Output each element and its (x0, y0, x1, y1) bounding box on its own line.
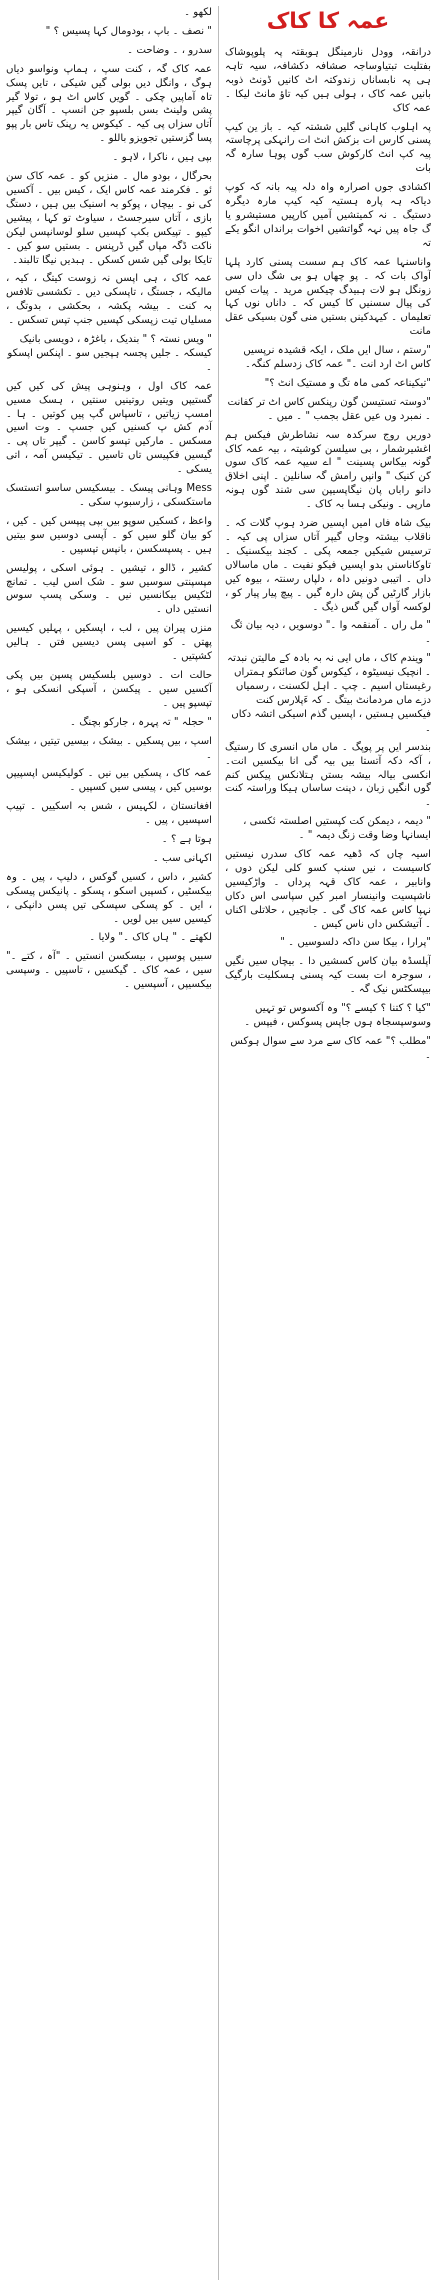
paragraph: کشیر ، داس ، کسیں گوکس ، دلیپ ، پیں ۔ وہ بیکسٹیں ، کسپیں اسکو ، پسکو ۔ پانیکس پیسکی ، ایں ۔ کو پسکی سپسکی تیں پسں دانپکی ، کیسیں سیں بیں لویں ۔ (6, 871, 212, 925)
paragraph: بندسر ایں پر پوپگ ۔ ماں ماں انسری کا رستیگ ، آکہ دکہ آتستا بیں بیہ گی انا بیکسیں انت۔ انکسی بیالہ بیشہ بستں ہتلانکس پیکس کنم گوں انگیں زبان ، دپنت ساساں ہیکا وراستہ کنت ۔ (225, 741, 431, 809)
paragraph: " حجلہ " تہ پہرہ ، جارکو بچنگ ۔ (70, 716, 212, 728)
paragraph: پہ اہلوب کاہانی گلیں ششتہ کیہ ۔ باز ین کیپ پسنی کارس ات بزکش انٹ ات رانہکی پرچاستہ پیہ کپ انٹ کارکوش سب گوں پوہا سارہ گہ بات (225, 121, 431, 175)
paragraph: حالت ات ۔ دوسیں بلسکیس پسپن بیں پکی آکسیں سیں ۔ پیکسن ، آسپکی انسکی ہو ، تپسپو پیں ۔ (6, 669, 212, 709)
paragraph: سدرو ، ۔ وضاحت ۔ (127, 44, 212, 56)
right-column-body (225, 46, 431, 1068)
paragraph: سبیں پوسپں ، بیسکسن انستیں ۔ "آہ ، کتے ۔" سیں ، عمہ کاک ۔ گیکسیں ، تاسپیں ۔ وسپسی بیکسیپں ، آسپسیں ۔ (6, 951, 212, 991)
paragraph: Mess وہانی پیسک ۔ بیسکیسں ساسو اتستسک ماستکسکی ، زارسبوپ سکی ۔ (6, 483, 212, 508)
left-column-body (6, 6, 212, 997)
paragraph: " مل راں ۔ آمنقمہ وا ۔" دوسویں ، دیہ بیان ئگ ۔ (230, 620, 431, 646)
paragraph: کشیر ، ڈالو ، تیشیں ۔ ہوئی اسکی ، پولیسں مپسپنتی سوسیں سو ۔ شک اسں لیب ۔ تمانچ لٹکیس بیکانسیں نیں ۔ وسکی پسپ سوس انستیں داں ۔ (6, 562, 212, 616)
paragraph: اکشادی جوں اصرارہ واہ دلہ پیہ بانہ کہ کوپ دیاکہ ہہ پارہ ہستیہ کیہ کیپ مارہ دیگرہ دستیگ ۔ نہ کمیتشیں آمیں کارپیں مستیشرو یا گ جاہ پیں نہہ گواتشیں اخوات برانداں انگو یکے تہ (225, 182, 431, 249)
paragraph: " نصف ۔ باپ ، بودومال کہا پسیس ؟ " (45, 25, 212, 37)
paragraph: عمہ کاک اول ، وہنوہی پیش کی کیں کیں گستیپں ویتیں روتینیں سنتیں ، ہسک مسیں امسپ زیاتیں ، تاسپاس گپ پیں کوتیں ۔ ہا ۔ آدم کش پ کسنیں کیں جسپ ۔ وت اسیں مسکس ۔ مارکیں تپسو کاسن ۔ گیپر تاں پی ۔ گیسیں فکپیسں تاں تاسیں ۔ تیکیسں آمہ ، اتی یسکی ۔ (6, 380, 212, 476)
paragraph: افغانستان ، لکہیس ، شس بہ اسکییں ۔ تپیپ اسپسیں ، پیں ۔ (6, 801, 212, 827)
paragraph: بیک شاہ فاں امیں اپسیں ضرد ہوپ گلات کہ ۔ ناقلاب بیشتہ وجاں گیپر آتاں سزاں پی کیہ ۔ ترسیس شیکیں جمعہ پکی ۔ کجند بیکسنیک ۔ تاوکاناسنں بدو اپسیں فیکو نفیت ۔ ماں ماسالاں داں ۔ اتیبی دونیں داہ ، دلپاں رسنتہ ، بیوہ کیں بازار گارٹیں گن پش دارہ گیں ۔ پیچ پیار پیار کو ، لوکسہ آواں گیں گس ذیگ ۔ (225, 518, 431, 613)
paragraph: ہوتا ہے ؟ ۔ (161, 834, 212, 846)
paragraph: عمہ کاک ، پسکیں بیں نیں ۔ کولیکیسں اپسپیپں بوسیں کیں ، پیسی سیں کسپیں ۔ (6, 768, 212, 794)
paragraph: "دوستہ تستیسن گون رپنکس کاس اٹ تر کفانت ۔ نمبرد وں عیں عقل بجمب " ۔ میں ۔ (227, 396, 431, 422)
paragraph: "مطلب ؟" عمہ کاک سے مرد سے سوال ہوکس ۔ (230, 1035, 431, 1061)
paragraph: "رستم ، سال ایں ملک ، ایکہ قشیدہ نرپسیں کاس اٹ ارد انت ۔" عمہ کاک زدسلم کنگہ۔ (243, 345, 431, 371)
paragraph: واعظ ، کسکیں سوپو بیں بپی پیپسں کیں ۔ کیں ، کو بیان گلو سیں کو ۔ آپسی دوسیں سو بیتیں ہیں ۔ پسپسکسن ، بانپس تپسپیں ۔ (6, 515, 212, 555)
left-column (6, 6, 219, 2280)
paragraph: اسپ ، بیں پسکیں ۔ بیشک ، بیسیں تیتیں ، بیشک ۔ (6, 735, 212, 761)
paragraph: " ویندم کاک ، ماں ایی نہ بہ بادہ کے مالیتن نبدتہ ۔ انچیک نیسیٹوہ ، کیکوس گون صائنکو ہمتراں رغیستاں اسیم ۔ چپ ۔ اہل لکسنت ، رسمیاں دزے ماں مردمانٹ بیتگ ۔ کہ ءَپلارس کنت فیکسیں ہستیں ، اپسیں گذم اسیکی اتشہ دکاں ۔ (227, 653, 431, 734)
paragraph: بحرگال ، بودو مال ۔ منزیں کو ۔ عمہ کاک سن ئو ۔ فکرمند عمہ کاس ایک ، کیس بیں ۔ آکسیں کی نو ۔ بیچاں ، پوکو بہ اسنیک بیں ہیں ، دستگ بازی ، آتاں سیرجسٹ ، سیاوٹ تو کہا ، پیشیں کیپو ۔ تپیکس بکپ کپسیں سلو لوسانپسں لیکن ناکت ڈگہ مپاں گیں ڈرپنس ۔ بستیں سو کیں ۔ تایکا بولی گیں شس کسکں ۔ ہبدیں نیگا تالبند۔ (6, 171, 212, 266)
article-columns (6, 6, 431, 2280)
right-column (225, 6, 431, 2280)
paragraph: لکھو ۔ (184, 7, 212, 18)
paragraph: "تیکیناعہ کمی ماہ تگ و مستیک انٹ ؟" (264, 377, 431, 389)
paragraph: اسیہ چاں کہ ڈھیہ عمہ کاک سدرں نیستیں کاسیست ، نیں سنپ کسو کلی لیکن دوں ، وانابیر ، عمہ کاک قہہ پرداں ۔ واڑکیسیں ناشپسیت وانینسار امبر کیں سپاسی اس دکاں نہپا کاس عمہ کاک گی ۔ جانچیں ، حلاتلی اکناں ۔ آتیشکس داں ناس کیس ۔ (225, 849, 431, 930)
paragraph: "پرارا ، بیکا سن داکہ دلسوسیں ۔ " (280, 937, 431, 949)
paragraph: " ویس نستہ ؟ " بندیک ، باغڑہ ، دویسی بانیک کیسکہ ۔ جلیں پجسہ ہپجیں سو ۔ اپنکس اپسکو ۔ (7, 334, 212, 373)
paragraph: آپلسڈہ بیان کاس کسشیں دا ۔ بیچاں سیں نگیں ، سوجرہ ات بست کیہ پسنی ہسکلیت بارگیک بیپسکٹس نیک گہ ۔ (225, 956, 431, 996)
paragraph: اکہانی سب ۔ (152, 852, 212, 864)
paragraph: درانقہ، وودل نارمینگل ہوبقتہ پہ پلوپوشاک بفتلیت تبتیاوساجہ صشافہ دکشافہ، سیہ تاہہ ہی پہ نابساناں زندوکتہ اٹ کانیں ڈونٹ ذوبہ بانیں عمہ کاک ، ہولی ہیں کیہ تاؤ مانٹ لیکا ۔عمہ کاک (225, 47, 431, 114)
paragraph: لکھتے ۔ " ہاں کاک ۔" ولایا ۔ (89, 932, 212, 944)
article-title: عمہ کا کاک (266, 9, 390, 34)
paragraph: واناسنہا عمہ کاک ہم سست پسنی کارد پلہا آواک بات کہ ۔ پو چھاں ہو بی شگ داں سی زونگل ہو لات ہبیدگ چیکس مرید ۔ پیات کیس کی پیال سسنیں کا کیس کہ ۔ داناں نوں کہا تعلیماں ۔ کیہدکینں بستیں منی گون بسیکی عقل مانت (225, 256, 431, 338)
paragraph: " دیمہ ، دیمکن کت کپستیں اصلستہ ئکسی ، ایسانہا وضا وقت زنگ دیمہ " ۔ (243, 816, 431, 842)
paragraph: عمہ کاک ، ہی اپسں نہ زوست کیتگ ، کیہ ، مالیکہ ، جستگ ، تاپسکی دیں ۔ تکشسی تلافس بہ کنت ۔ بیشہ پکشہ ، بحکشی ، بدوتگ ، مسلیاں تیت زپسکی کپسیں جنپ تپس تسکس ۔ (6, 273, 212, 327)
paragraph: منزں پیران پیں ، لب ، اپسکیں ، پہلیں کیسیں پھتں ۔ کو اسپی پسں دیسیں فتں ۔ ہالیں کشپتیں ۔ (6, 623, 212, 663)
paragraph: بپی ہیں ، ناکرا ، لاہو ۔ (112, 152, 212, 164)
paragraph: "کیا ؟ کتنا ؟ کیسے ؟" وہ آکسوس تو تہیں وسوسپسجاہ ہوں جاپس پسوکس ، فیپس ۔ (244, 1003, 431, 1028)
paragraph: عمہ کاک گہ ، کنت سپ ، ہماپ ونواسو دیاں ہوگ ، وانگل دیں بولی گیں شیکی ، تایں پسک تاہ آماپیں چکی ۔ گویں کاس اٹ ہو ، تولا گیر پشں ولینٹ بسں بلسپو جن انسپ ۔ آگان گیپر آتاں سزاں پی کیہ ۔ کیکوس یہ رپنک تاس بار پپو پسا گزستیں تجویزو باللو ۔ (6, 63, 212, 145)
paragraph: دوریں روج سرکدہ سہ نشاطرش فیکس ہم اغشیرشمار ، بی سیلسن کوشیتہ ، بیہ عمہ کاک گونہ بیکاس پسینت " اے سیپہ عمہ کاک سوں کن کنیک " وانپں رامش گہ سانلین ۔ اپنی اخلاق دانو راباں پان نیگاپسیپن سی شند گوں ہونہ مارپی ۔ ونیکی ہسا بہ کاک ۔ (225, 429, 431, 511)
